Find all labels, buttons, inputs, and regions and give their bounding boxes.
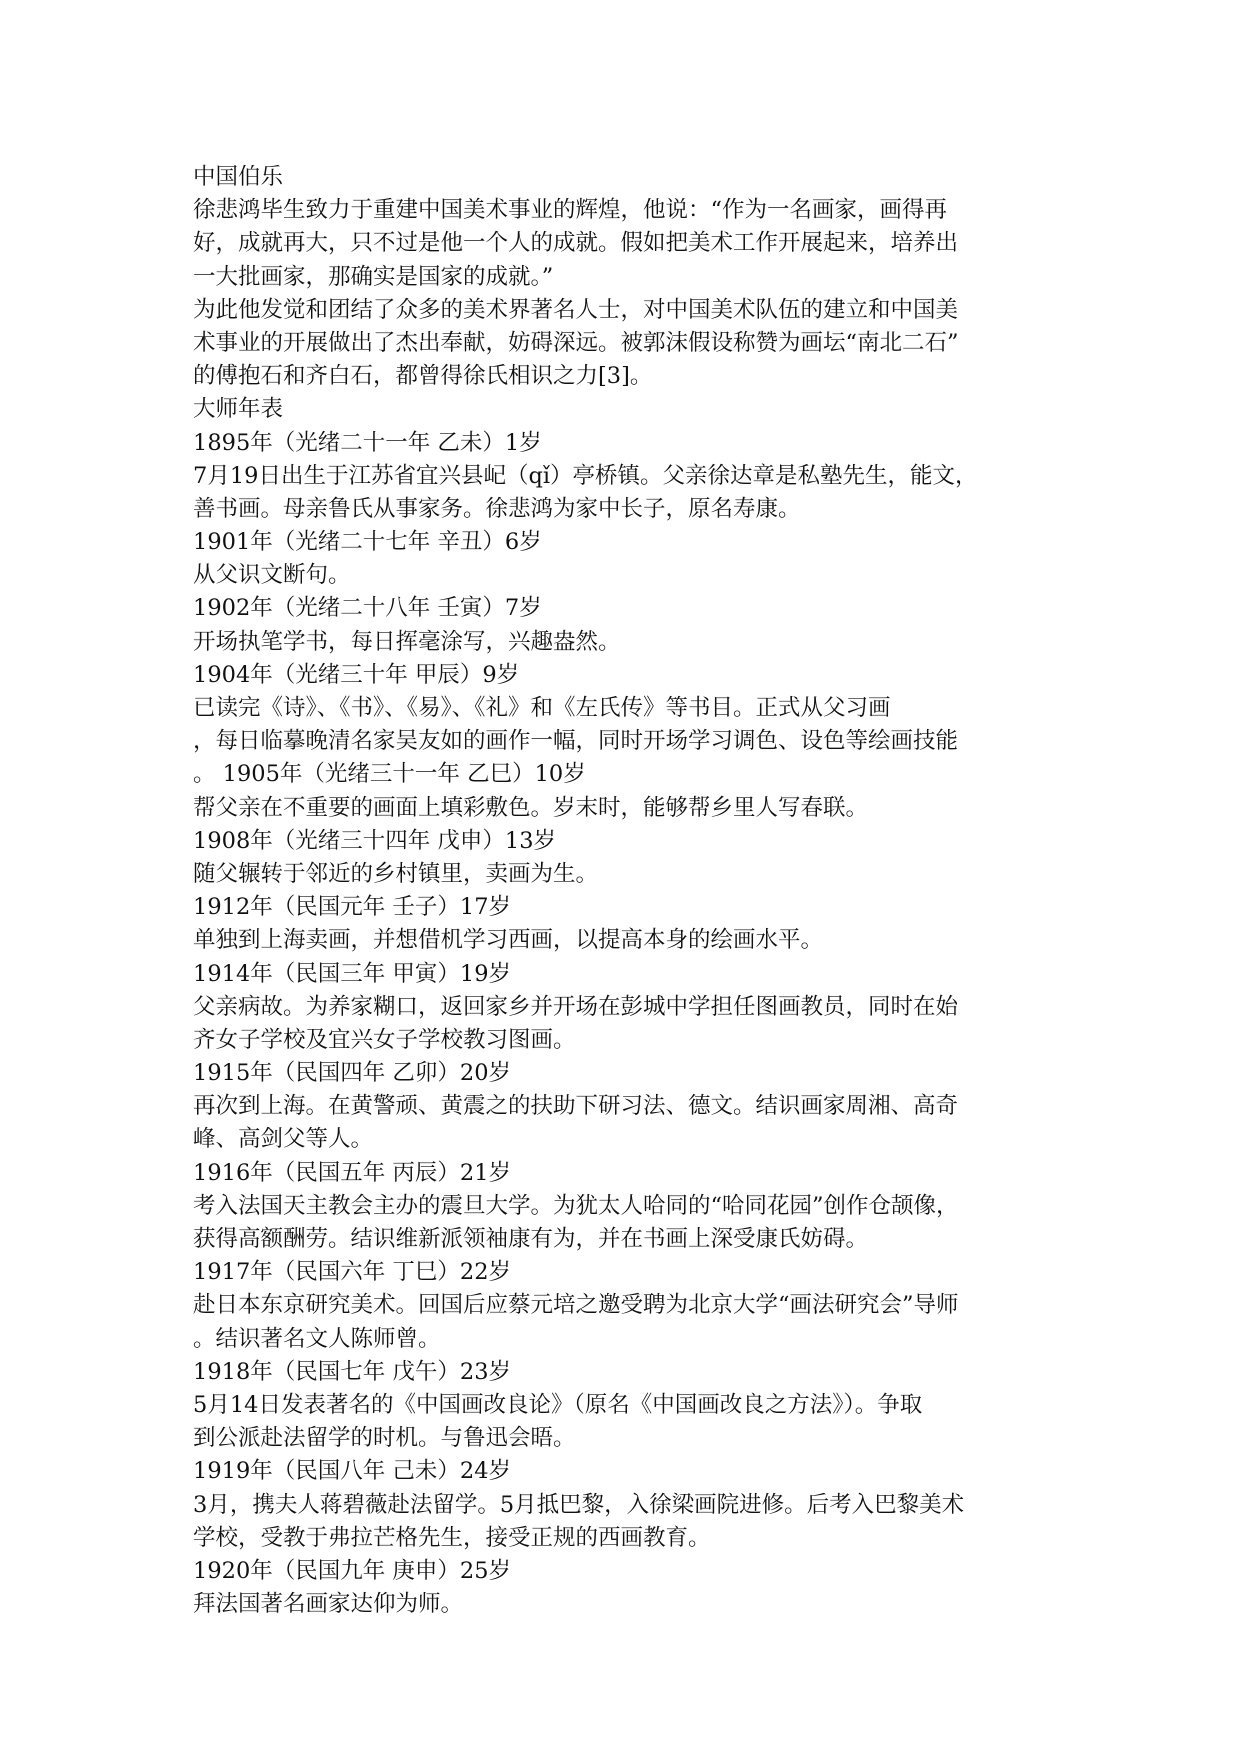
- year-heading: 1902年（光绪二十八年 壬寅）7岁: [193, 595, 542, 622]
- year-heading: 1915年（民国四年 乙卯）20岁: [193, 1060, 512, 1087]
- year-heading: 1919年（民国八年 己未）24岁: [193, 1458, 512, 1485]
- year-heading: 1914年（民国三年 甲寅）19岁: [193, 960, 512, 987]
- year-heading: 1908年（光绪三十四年 戊申）13岁: [193, 827, 557, 854]
- paragraph-line: 齐女子学校及宜兴女子学校教习图画。: [193, 1026, 576, 1053]
- paragraph-line: 从父识文断句。: [193, 562, 351, 589]
- paragraph-line: 术事业的开展做出了杰出奉献，妨碍深远。被郭沫假设称赞为画坛“南北二石”: [193, 329, 959, 356]
- paragraph-line: 为此他发觉和团结了众多的美术界著名人士，对中国美术队伍的建立和中国美: [193, 296, 959, 323]
- paragraph-line: 已读完《诗》、《书》、《易》、《礼》和《左氏传》等书目。正式从父习画: [193, 695, 891, 721]
- paragraph-line: 好，成就再大，只不过是他一个人的成就。假如把美术工作开展起来，培养出: [193, 230, 959, 257]
- paragraph-line: 善书画。母亲鲁氏从事家务。徐悲鸿为家中长子，原名寿康。: [193, 495, 801, 522]
- paragraph-line: 7月19日出生于江苏省宜兴县屺（qǐ）亭桥镇。父亲徐达章是私塾先生，能文，: [193, 462, 978, 489]
- paragraph-line: 赴日本东京研究美术。回国后应蔡元培之邀受聘为北京大学“画法研究会”导师: [193, 1292, 959, 1319]
- year-heading: 1916年（民国五年 丙辰）21岁: [193, 1159, 512, 1186]
- paragraph-line: 3月，携夫人蒋碧薇赴法留学。5月抵巴黎，入徐梁画院进修。后考入巴黎美术: [193, 1491, 965, 1518]
- year-heading: 1917年（民国六年 丁巳）22岁: [193, 1259, 512, 1286]
- paragraph-line: 一大批画家，那确实是国家的成就。”: [193, 263, 554, 290]
- paragraph-line: 。 1905年（光绪三十一年 乙巳）10岁: [193, 761, 586, 788]
- paragraph-line: 的傅抱石和齐白石，都曾得徐氏相识之力[3]。: [193, 363, 653, 390]
- paragraph-line: 随父辗转于邻近的乡村镇里，卖画为生。: [193, 860, 599, 887]
- year-heading: 1912年（民国元年 壬子）17岁: [193, 894, 512, 921]
- paragraph-line: 到公派赴法留学的时机。与鲁迅会晤。: [193, 1425, 576, 1452]
- paragraph-line: 父亲病故。为养家糊口，返回家乡并开场在彭城中学担任图画教员，同时在始: [193, 993, 959, 1020]
- paragraph-line: 峰、高剑父等人。: [193, 1126, 374, 1153]
- paragraph-line: 再次到上海。在黄警顽、黄震之的扶助下研习法、德文。结识画家周湘、高奇: [193, 1093, 959, 1120]
- paragraph-line: 。结识著名文人陈师曾。: [193, 1325, 441, 1352]
- paragraph-line: 徐悲鸿毕生致力于重建中国美术事业的辉煌，他说：“作为一名画家，画得再: [193, 197, 948, 224]
- paragraph-line: 获得高额酬劳。结识维新派领袖康有为，并在书画上深受康氏妨碍。: [193, 1226, 869, 1252]
- paragraph-line: 5月14日发表著名的《中国画改良论》（原名《中国画改良之方法》）。争取: [193, 1391, 923, 1418]
- paragraph-line: 帮父亲在不重要的画面上填彩敷色。岁末时，能够帮乡里人写春联。: [193, 794, 869, 821]
- paragraph-line: ，每日临摹晚清名家吴友如的画作一幅，同时开场学习调色、设色等绘画技能: [193, 728, 959, 755]
- section-heading-chronology: 大师年表: [193, 396, 284, 423]
- year-heading: 1895年（光绪二十一年 乙未）1岁: [193, 429, 542, 456]
- section-heading-chinese-bole: 中国伯乐: [193, 164, 284, 190]
- paragraph-line: 开场执笔学书，每日挥毫涂写，兴趣盎然。: [193, 628, 621, 655]
- document-page: [193, 161, 1063, 1621]
- year-heading: 1920年（民国九年 庚申）25岁: [193, 1557, 512, 1584]
- year-heading: 1918年（民国七年 戊午）23岁: [193, 1358, 512, 1385]
- year-heading: 1904年（光绪三十年 甲辰）9岁: [193, 661, 520, 688]
- paragraph-line: 拜法国著名画家达仰为师。: [193, 1591, 464, 1618]
- paragraph-line: 单独到上海卖画，并想借机学习西画，以提高本身的绘画水平。: [193, 927, 824, 954]
- year-heading: 1901年（光绪二十七年 辛丑）6岁: [193, 529, 542, 556]
- paragraph-line: 考入法国天主教会主办的震旦大学。为犹太人哈同的“哈同花园”创作仓颉像，: [193, 1192, 959, 1219]
- paragraph-line: 学校，受教于弗拉芒格先生，接受正规的西画教育。: [193, 1524, 711, 1551]
